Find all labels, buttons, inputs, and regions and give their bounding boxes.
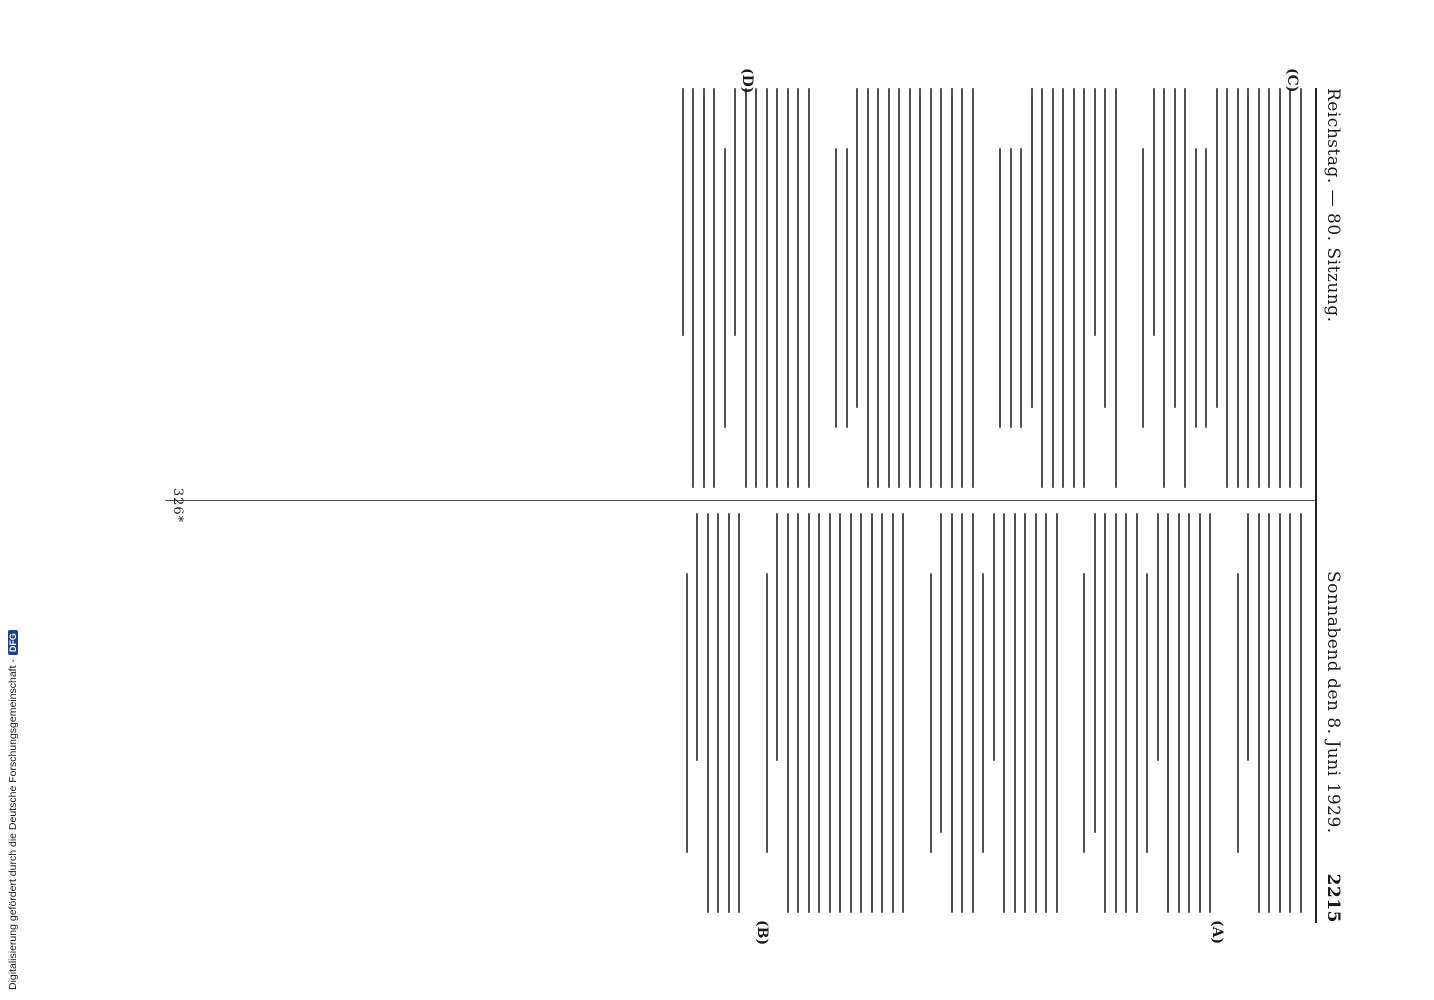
header-date: Sonnabend den 8. Juni 1929. [1323, 570, 1343, 834]
credit-text: Digitalisierung gefördert durch die Deutsche Forschungsgemeinschaft - [7, 659, 19, 990]
text-column-left [169, 513, 1309, 913]
header-rule [1315, 88, 1317, 923]
digitization-credit [6, 600, 20, 990]
margin-marker-b: (B) [754, 920, 770, 946]
page-number: 2215 [1323, 873, 1343, 923]
rotated-content [105, 68, 1345, 946]
text-column-right [169, 88, 1309, 488]
dfg-logo: DFG [8, 630, 18, 655]
margin-marker-c: (C) [1284, 68, 1300, 93]
header-title: Reichstag. — 80. Sitzung. [1323, 88, 1343, 323]
page-header [1321, 88, 1345, 923]
column-separator [165, 500, 1315, 501]
margin-marker-d: (D) [739, 68, 755, 94]
margin-marker-a: (A) [1209, 920, 1225, 945]
page-footer [170, 88, 185, 923]
sheet-number: 326* [170, 487, 185, 524]
